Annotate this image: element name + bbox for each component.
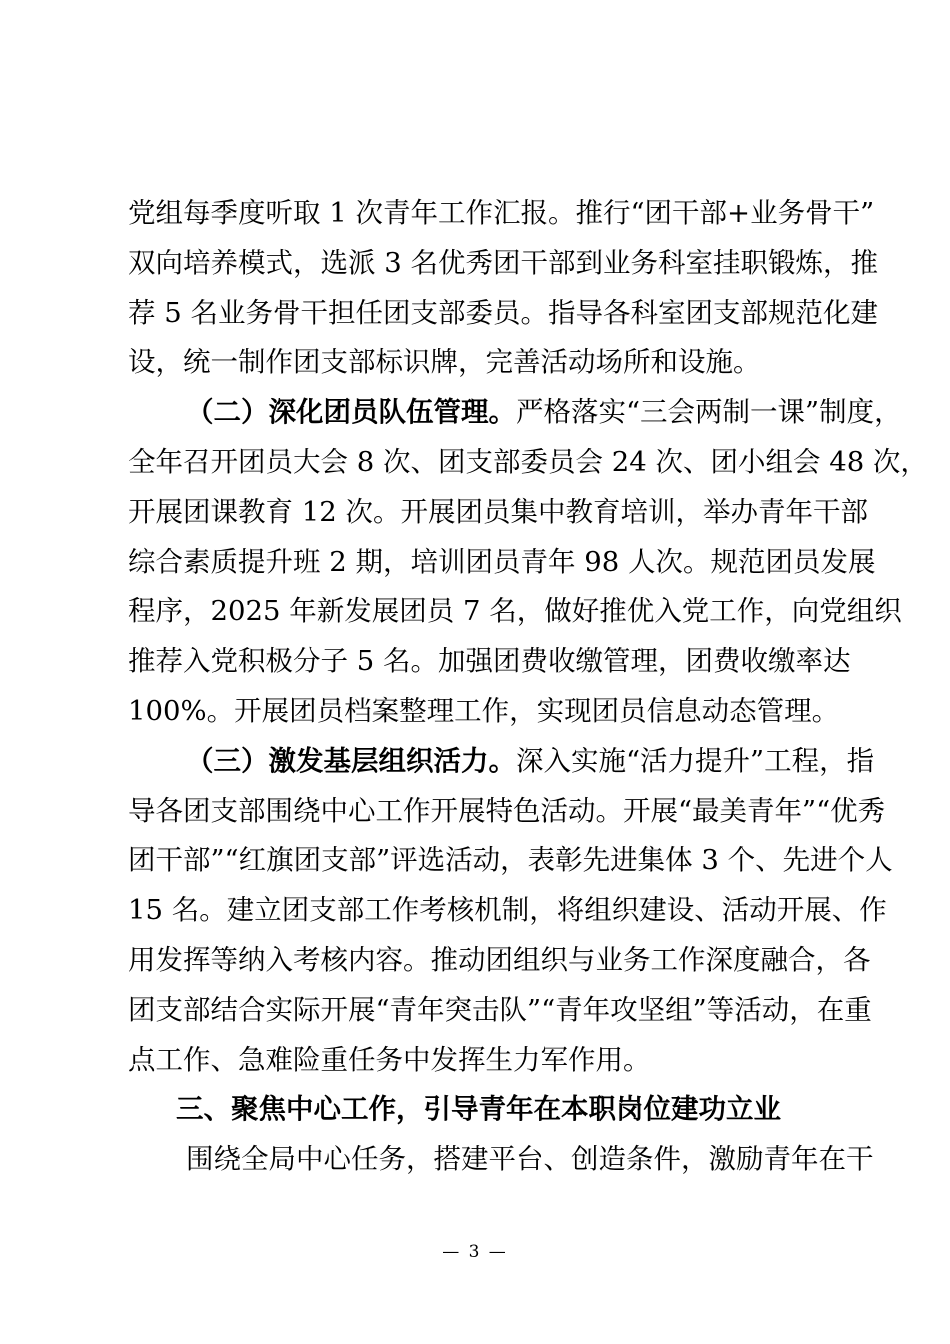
text-line	[128, 586, 902, 636]
section-title: 三、聚焦中心工作，引导青年在本职岗位建功立业	[176, 1093, 781, 1126]
line-text: 严格落实“三会两制一课”制度，	[516, 396, 902, 429]
line-text: 深入实施“活力提升”工程，指	[516, 744, 875, 777]
line-text: 双向培养模式，选派 3 名优秀团干部到业务科室挂职锻炼，推	[128, 246, 878, 279]
text-line	[128, 885, 887, 935]
line-text: 团支部结合实际开展“青年突击队”“青年攻坚组”等活动，在重	[128, 993, 872, 1026]
text-line	[128, 537, 876, 587]
line-text: 推荐入党积极分子 5 名。加强团费收缴管理，团费收缴率达	[128, 645, 851, 678]
text-line	[128, 835, 893, 885]
text-line	[128, 985, 872, 1035]
document-body	[128, 188, 928, 1184]
line-text: 全年召开团员大会 8 次、团支部委员会 24 次、团小组会 48 次，	[128, 445, 928, 478]
text-line	[128, 437, 928, 487]
text-line	[128, 935, 871, 985]
line-text: 围绕全局中心任务，搭建平台、创造条件，激励青年在干	[186, 1143, 874, 1176]
line-text: 党组每季度听取 1 次青年工作汇报。推行“团干部+业务骨干”	[128, 197, 875, 229]
line-text: 综合素质提升班 2 期，培训团员青年 98 人次。规范团员发展	[128, 545, 876, 578]
page-number: — 3 —	[442, 1242, 508, 1262]
line-text: 导各团支部围绕中心工作开展特色活动。开展“最美青年”“优秀	[128, 794, 886, 827]
subsection-title: （二）深化团员队伍管理。	[186, 396, 516, 429]
text-line	[128, 786, 886, 836]
text-line	[128, 1035, 823, 1085]
line-text: 开展团课教育 12 次。开展团员集中教育培训，举办青年干部	[128, 495, 868, 528]
line-text: 程序，2025 年新发展团员 7 名，做好推优入党工作，向党组织	[128, 595, 902, 628]
section-heading-line	[128, 736, 875, 786]
text-line	[128, 337, 823, 387]
text-line	[128, 1134, 874, 1184]
section-heading-line	[128, 387, 902, 437]
text-line	[128, 487, 868, 537]
text-line	[128, 686, 840, 736]
text-line	[128, 636, 851, 686]
text-line	[128, 238, 878, 288]
line-text: 荐 5 名业务骨干担任团支部委员。指导各科室团支部规范化建	[128, 296, 878, 329]
line-text: 点工作、急难险重任务中发挥生力军作用。	[128, 1043, 651, 1076]
line-text: 团干部”“红旗团支部”评选活动，表彰先进集体 3 个、先进个人	[128, 844, 893, 877]
line-text: 100%。开展团员档案整理工作，实现团员信息动态管理。	[128, 694, 840, 727]
text-line	[128, 188, 875, 238]
line-text: 15 名。建立团支部工作考核机制，将组织建设、活动开展、作	[128, 894, 887, 927]
section-heading	[128, 1084, 823, 1134]
line-text: 设，统一制作团支部标识牌，完善活动场所和设施。	[128, 346, 761, 379]
subsection-title: （三）激发基层组织活力。	[186, 744, 516, 777]
text-line	[128, 288, 878, 338]
line-text: 用发挥等纳入考核内容。推动团组织与业务工作深度融合，各	[128, 943, 871, 976]
